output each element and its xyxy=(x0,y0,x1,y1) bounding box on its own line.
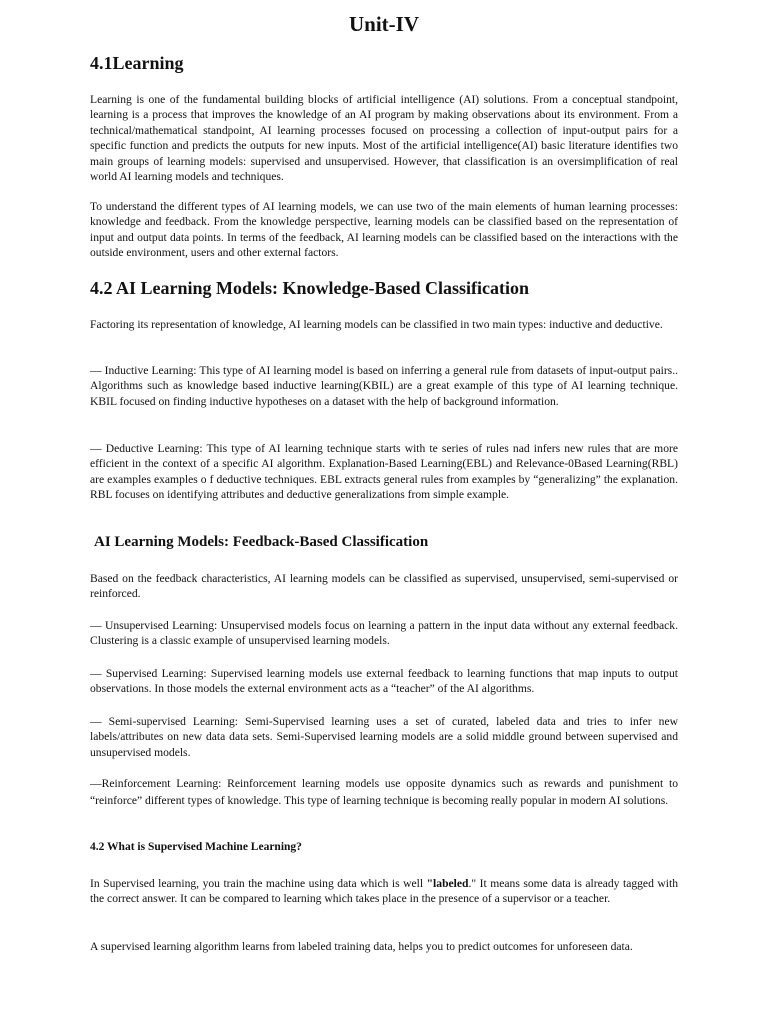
paragraph-supervised-learning: — Supervised Learning: Supervised learning models use external feedback to learning functions that map inputs to output observations. In those models the external environment acts as a “teacher” of the AI algorithms. xyxy=(90,667,678,696)
paragraph-semi-supervised-learning: — Semi-supervised Learning: Semi-Supervised learning uses a set of curated, labeled data and tries to infer new labels/attributes on new data data sets. Semi-Supervised learning models are a solid middle ground between supervised and unsupervised models. xyxy=(90,715,678,759)
section-heading-supervised-ml: 4.2 What is Supervised Machine Learning? xyxy=(90,841,302,853)
paragraph-learning-elements: To understand the different types of AI learning models, we can use two of the main elements of human learning processes: knowledge and feedback. From the knowledge perspective, learning models can be classified based on the representation of input and output data points. In terms of the feedback, AI learning models can be classified based on the interactions with the outside environment, users and other external factors. xyxy=(90,200,678,260)
text-span: ." It means some data is already tagged with the correct answer. It can be compared to learning which takes place in the presence of a supervisor or a teacher. xyxy=(90,877,678,906)
paragraph-inductive-learning: — Inductive Learning: This type of AI learning model is based on inferring a general rule from datasets of input-output pairs.. Algorithms such as knowledge based inductive learning(KBIL) are a great example of this type of AI learning technique. KBIL focused on finding inductive hypotheses on a dataset with the help of background information. xyxy=(90,364,678,408)
paragraph-unsupervised-learning: — Unsupervised Learning: Unsupervised models focus on learning a pattern in the input data without any external feedback. Clustering is a classic example of unsupervised learning models. xyxy=(90,619,678,648)
paragraph-supervised-definition xyxy=(90,876,678,907)
paragraph-learning-intro: Learning is one of the fundamental building blocks of artificial intelligence (AI) solutions. From a conceptual standpoint, learning is a process that improves the knowledge of an AI program by making observations about its environment. From a technical/mathematical standpoint, AI learning processes focused on processing a collection of input-output pairs for a specific function and predicts the outputs for new inputs. Most of the artificial intelligence(AI) basic literature identifies two main groups of learning models: supervised and unsupervised. However, that classification is an oversimplification of real world AI learning models and techniques. xyxy=(90,93,678,184)
paragraph-reinforcement-learning: —Reinforcement Learning: Reinforcement learning models use opposite dynamics such as rewards and punishment to “reinforce” different types of knowledge. This type of learning technique is becoming really popular in modern AI solutions. xyxy=(90,777,678,807)
page-title: Unit-IV xyxy=(348,12,419,36)
section-heading-knowledge: 4.2 AI Learning Models: Knowledge-Based Classification xyxy=(90,278,530,298)
section-heading-learning: 4.1Learning xyxy=(90,53,184,73)
section-heading-feedback: AI Learning Models: Feedback-Based Classification xyxy=(94,534,429,550)
emphasis-labeled: "labeled xyxy=(426,877,469,890)
paragraph-supervised-algorithm: A supervised learning algorithm learns from labeled training data, helps you to predict outcomes for unforeseen data. xyxy=(90,940,633,953)
text-span: In Supervised learning, you train the machine using data which is well xyxy=(90,877,427,890)
paragraph-deductive-learning: — Deductive Learning: This type of AI learning technique starts with te series of rules nad infers new rules that are more efficient in the context of a specific AI algorithm. Explanation-Based Learning(EBL) and Relevance-0Based Learning(RBL) are examples examples o f deductive techniques. EBL extracts general rules from examples by “generalizing” the explanation. RBL focuses on identifying attributes and deductive generalizations from simple example. xyxy=(90,442,678,502)
paragraph-feedback-intro: Based on the feedback characteristics, AI learning models can be classified as supervised, unsupervised, semi-supervised or reinforced. xyxy=(90,572,678,601)
paragraph-knowledge-intro: Factoring its representation of knowledge, AI learning models can be classified in two main types: inductive and deductive. xyxy=(90,318,663,331)
